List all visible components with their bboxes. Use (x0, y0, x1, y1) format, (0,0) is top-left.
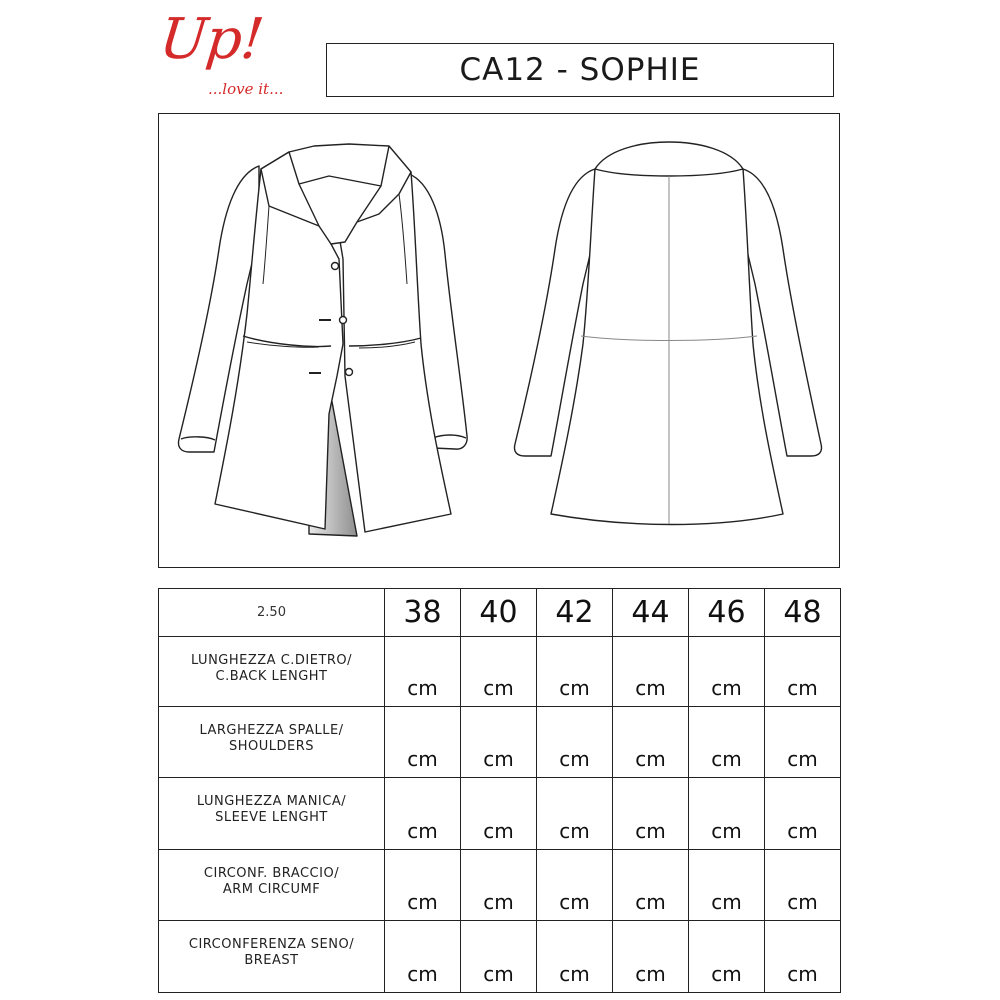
measurement-cell: cm (765, 778, 841, 850)
measurement-cell: cm (765, 707, 841, 778)
measurement-cell: cm (461, 921, 537, 993)
row-label-shoulders: LARGHEZZA SPALLE/ SHOULDERS (159, 707, 385, 778)
table-row (159, 921, 841, 993)
logo-tagline: ...love it... (208, 80, 284, 98)
size-header-44: 44 (613, 589, 689, 637)
size-header-row (159, 589, 841, 637)
coat-front-button-1 (332, 263, 339, 270)
coat-front-view (178, 144, 467, 536)
measurement-cell: cm (385, 921, 461, 993)
measurement-cell: cm (537, 921, 613, 993)
table-row (159, 707, 841, 778)
size-chart-corner-cell: 2.50 (159, 589, 385, 637)
measurement-cell: cm (537, 707, 613, 778)
measurement-cell: cm (765, 921, 841, 993)
row-label-arm-circumference: CIRCONF. BRACCIO/ ARM CIRCUMF (159, 850, 385, 921)
measurement-cell: cm (537, 778, 613, 850)
measurement-cell: cm (385, 637, 461, 707)
logo-wordmark: Up! (156, 7, 267, 72)
size-header-46: 46 (689, 589, 765, 637)
coat-back-view (514, 142, 821, 525)
measurement-cell: cm (537, 637, 613, 707)
row-label-breast: CIRCONFERENZA SENO/ BREAST (159, 921, 385, 993)
table-row (159, 778, 841, 850)
measurement-cell: cm (385, 778, 461, 850)
measurement-cell: cm (613, 778, 689, 850)
measurement-cell: cm (461, 637, 537, 707)
size-header-40: 40 (461, 589, 537, 637)
measurement-cell: cm (689, 850, 765, 921)
measurement-cell: cm (689, 707, 765, 778)
measurement-cell: cm (461, 707, 537, 778)
size-header-38: 38 (385, 589, 461, 637)
brand-logo (156, 7, 310, 107)
measurement-cell: cm (689, 637, 765, 707)
technical-drawing-panel (158, 113, 840, 568)
size-header-48: 48 (765, 589, 841, 637)
measurement-cell: cm (689, 921, 765, 993)
measurement-cell: cm (461, 850, 537, 921)
coat-front-button-2 (340, 317, 347, 324)
table-row (159, 850, 841, 921)
size-header-42: 42 (537, 589, 613, 637)
measurement-cell: cm (461, 778, 537, 850)
measurement-cell: cm (385, 850, 461, 921)
measurement-cell: cm (385, 707, 461, 778)
size-chart-table (158, 588, 841, 993)
coat-technical-drawing (159, 114, 840, 568)
measurement-cell: cm (613, 921, 689, 993)
measurement-cell: cm (765, 637, 841, 707)
measurement-cell: cm (765, 850, 841, 921)
measurement-cell: cm (537, 850, 613, 921)
row-label-back-length: LUNGHEZZA C.DIETRO/ C.BACK LENGHT (159, 637, 385, 707)
row-label-sleeve-length: LUNGHEZZA MANICA/ SLEEVE LENGHT (159, 778, 385, 850)
measurement-cell: cm (613, 707, 689, 778)
coat-front-button-3 (346, 369, 353, 376)
product-title: CA12 - SOPHIE (326, 43, 834, 97)
measurement-cell: cm (613, 850, 689, 921)
measurement-cell: cm (613, 637, 689, 707)
measurement-cell: cm (689, 778, 765, 850)
table-row (159, 637, 841, 707)
coat-back-collar (595, 142, 743, 176)
